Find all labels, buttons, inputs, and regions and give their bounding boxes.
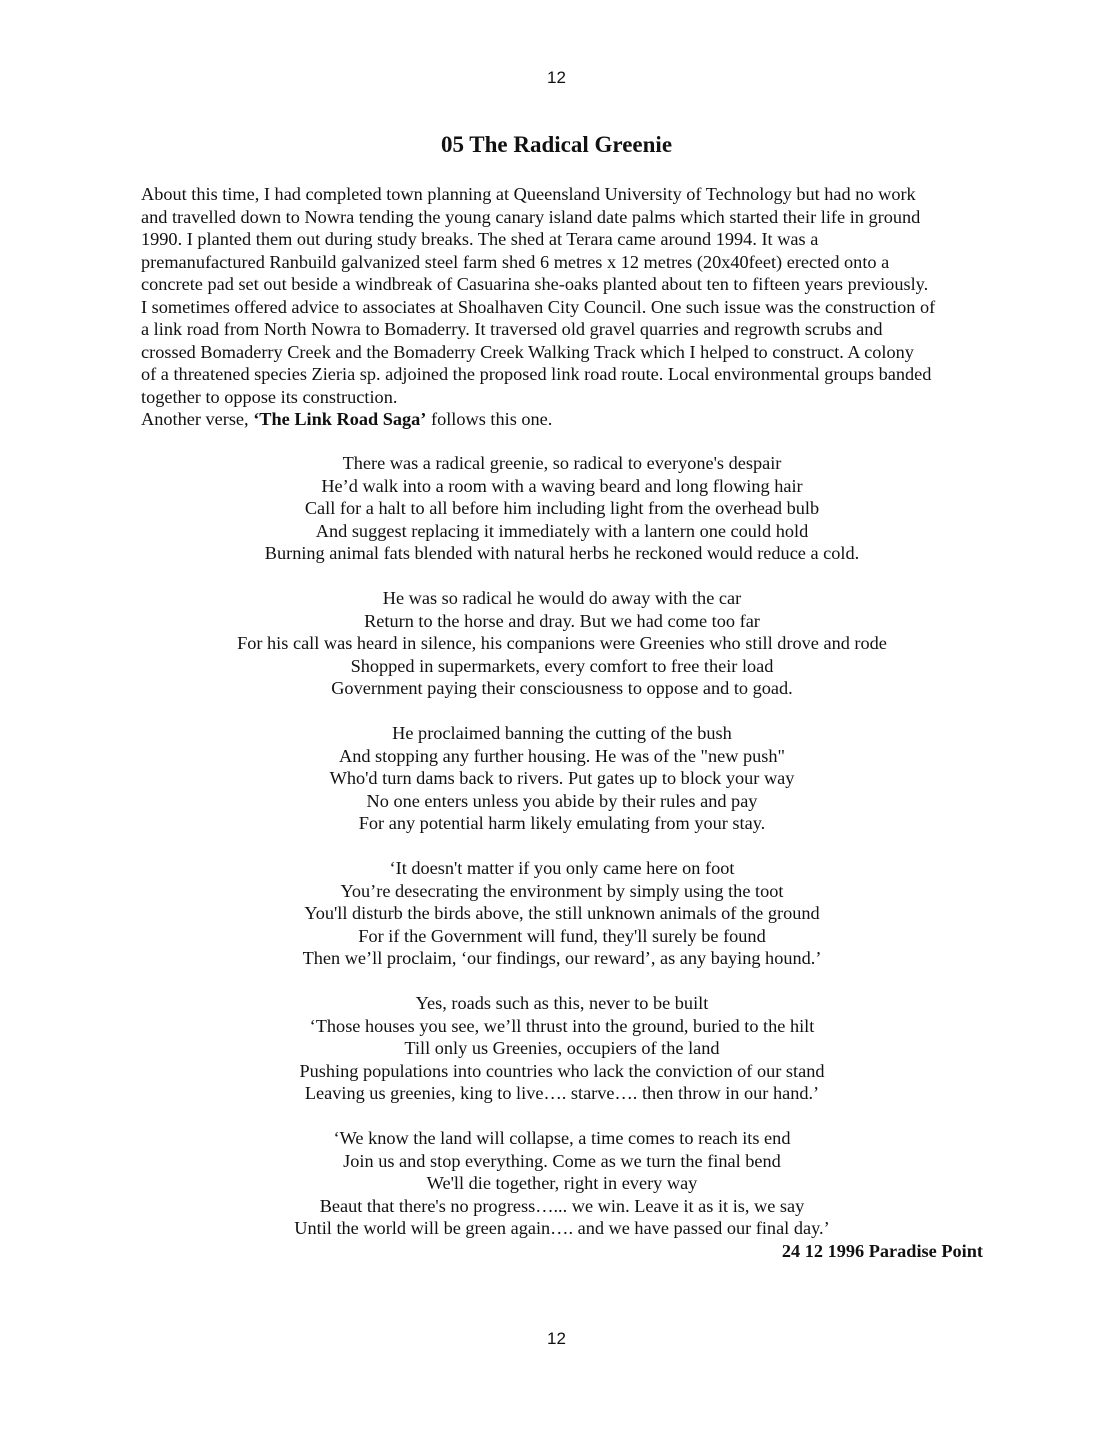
- next-verse-prefix: Another verse,: [141, 409, 254, 429]
- verse-line: No one enters unless you abide by their rules and pay: [366, 790, 758, 811]
- verse-line: For his call was heard in silence, his companions were Greenies who still drove and rode: [237, 633, 887, 653]
- verse-line: Yes, roads such as this, never to be built: [415, 993, 709, 1013]
- verse-line: Pushing populations into countries who lack the conviction of our stand: [299, 1060, 825, 1081]
- verse-line: Until the world will be green again…. and we have passed our final day.’: [294, 1218, 830, 1238]
- intro-line: crossed Bomaderry Creek and the Bomaderry Creek Walking Track which I helped to construct. A colony: [141, 341, 914, 362]
- verse-line: Burning animal fats blended with natural herbs he reckoned would reduce a cold.: [264, 543, 860, 563]
- verse-line: Call for a halt to all before him including light from the overhead bulb: [304, 498, 820, 518]
- intro-line: I sometimes offered advice to associates at Shoalhaven City Council. One such issue was the construction of: [141, 296, 936, 317]
- intro-line: a link road from North Nowra to Bomaderry. It traversed old gravel quarries and regrowth scrubs and: [141, 319, 883, 339]
- verse-line: Join us and stop everything. Come as we turn the final bend: [343, 1150, 781, 1171]
- intro-line: and travelled down to Nowra tending the young canary island date palms which started their life in ground: [141, 206, 921, 227]
- intro-line: of a threatened species Zieria sp. adjoined the proposed link road route. Local environmental groups banded: [141, 364, 932, 384]
- intro-line: About this time, I had completed town planning at Queensland University of Technology but had no work: [141, 184, 916, 204]
- verse-line: He was so radical he would do away with the car: [382, 588, 742, 608]
- page-number-top: 12: [547, 68, 566, 87]
- verse-line: He proclaimed banning the cutting of the bush: [392, 723, 732, 743]
- intro-line: together to oppose its construction.: [141, 386, 398, 407]
- intro-line: 1990. I planted them out during study breaks. The shed at Terara came around 1994. It was a: [141, 229, 819, 249]
- verse-line: ‘Those houses you see, we’ll thrust into the ground, buried to the hilt: [309, 1015, 815, 1036]
- next-verse-suffix: follows this one.: [426, 409, 553, 429]
- stanza: [141, 587, 983, 700]
- intro-line: premanufactured Ranbuild galvanized steel farm shed 6 metres x 12 metres (20x40feet) erected onto a: [141, 251, 890, 272]
- verse-line: ‘It doesn't matter if you only came here on foot: [389, 858, 735, 878]
- verse-line: And stopping any further housing. He was of the "new push": [339, 745, 785, 766]
- verse-line: There was a radical greenie, so radical to everyone's despair: [342, 453, 782, 473]
- verse-line: Leaving us greenies, king to live…. starve…. then throw in our hand.’: [304, 1083, 820, 1103]
- verse-line: You’re desecrating the environment by simply using the toot: [340, 880, 784, 901]
- verse-line: He’d walk into a room with a waving beard and long flowing hair: [321, 475, 803, 496]
- stanza: [141, 992, 983, 1105]
- page-title: 05 The Radical Greenie: [440, 132, 673, 157]
- verse-line: Who'd turn dams back to rivers. Put gates up to block your way: [329, 768, 795, 788]
- verse-line: For if the Government will fund, they'll surely be found: [358, 925, 766, 946]
- stanza: [141, 722, 983, 835]
- date-place-signature: 24 12 1996 Paradise Point: [781, 1241, 983, 1261]
- stanza: [141, 1127, 983, 1240]
- page-number-bottom: 12: [547, 1329, 566, 1348]
- stanza: [141, 452, 983, 565]
- next-verse-note: [141, 408, 991, 431]
- poem: [141, 452, 983, 1240]
- verse-line: You'll disturb the birds above, the still unknown animals of the ground: [304, 903, 820, 923]
- verse-line: We'll die together, right in every way: [426, 1173, 698, 1193]
- next-verse-title: ‘The Link Road Saga’: [253, 409, 427, 429]
- verse-line: Till only us Greenies, occupiers of the land: [404, 1038, 720, 1058]
- verse-line: Return to the horse and dray. But we had come too far: [364, 610, 760, 631]
- intro-paragraph: [141, 183, 991, 431]
- verse-line: ‘We know the land will collapse, a time comes to reach its end: [333, 1128, 791, 1148]
- verse-line: And suggest replacing it immediately with a lantern one could hold: [315, 520, 809, 541]
- intro-line: concrete pad set out beside a windbreak of Casuarina she-oaks planted about ten to fifteen years previously.: [141, 274, 929, 294]
- verse-line: Shopped in supermarkets, every comfort to free their load: [350, 655, 774, 676]
- verse-line: Government paying their consciousness to oppose and to goad.: [331, 678, 793, 698]
- verse-line: Beaut that there's no progress…... we win. Leave it as it is, we say: [319, 1195, 805, 1216]
- verse-line: For any potential harm likely emulating from your stay.: [358, 813, 766, 833]
- stanza: [141, 857, 983, 970]
- verse-line: Then we’ll proclaim, ‘our findings, our reward’, as any baying hound.’: [302, 948, 822, 968]
